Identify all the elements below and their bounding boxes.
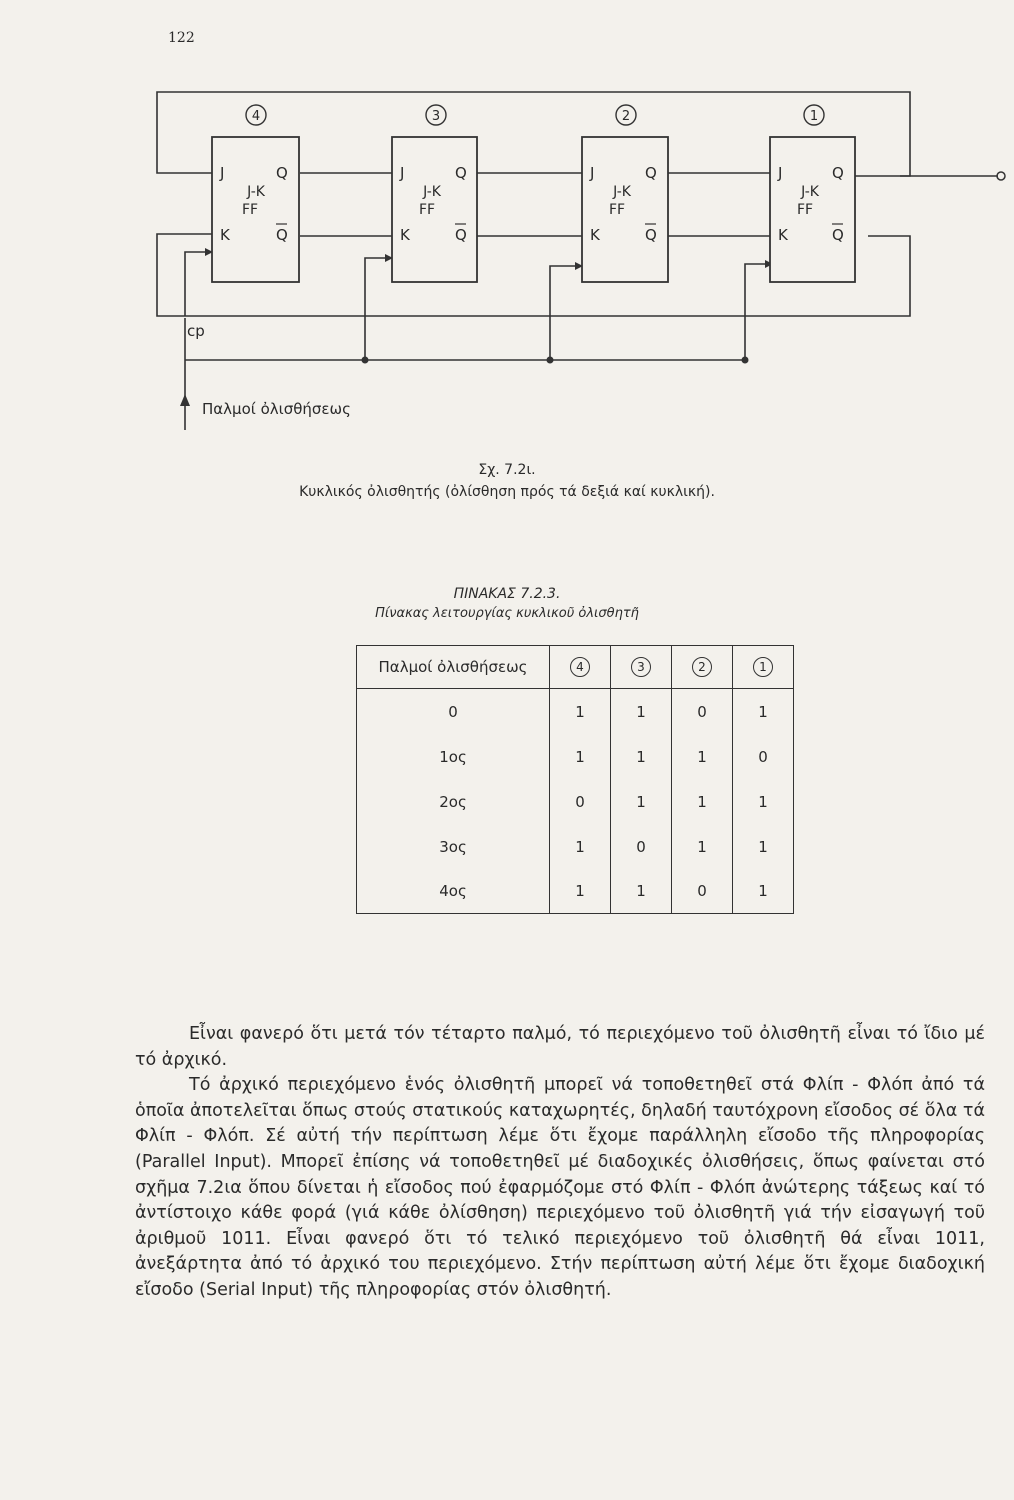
cell-ff1: 1 (733, 824, 794, 869)
cell-ff3: 1 (611, 869, 672, 914)
cell-ff2: 1 (672, 734, 733, 779)
table-row (357, 689, 794, 735)
q-label: Q (276, 164, 288, 182)
table-row (357, 869, 794, 914)
q-label: Q (455, 164, 467, 182)
cell-ff1: 1 (733, 869, 794, 914)
ff-label: FF (608, 202, 626, 218)
flipflop-1 (770, 105, 855, 282)
cell-ff4: 1 (550, 824, 611, 869)
body-text (135, 1022, 985, 1304)
table-row (357, 824, 794, 869)
flipflop-3 (392, 105, 477, 282)
table-title: ΠΙΝΑΚΑΣ 7.2.3. (453, 586, 561, 602)
row-pulse: 0 (357, 689, 550, 735)
cell-ff2: 0 (672, 869, 733, 914)
cell-ff4: 1 (550, 869, 611, 914)
pulse-header: Παλμοί ὀλισθήσεως (357, 646, 550, 689)
table-header (357, 646, 794, 689)
flipflop-number: 4 (251, 109, 261, 124)
table-row (357, 734, 794, 779)
cell-ff1: 0 (733, 734, 794, 779)
type-label: J-K (423, 184, 441, 200)
k-label: K (220, 226, 230, 244)
figure-caption: Κυκλικός ὀλισθητής (ὀλίσθηση πρός τά δεξιά καί κυκλική). (299, 484, 715, 500)
cell-ff1: 1 (733, 689, 794, 735)
cell-ff2: 1 (672, 824, 733, 869)
ff3-header: 3 (611, 646, 672, 689)
row-pulse: 3ος (357, 824, 550, 869)
qbar-label: Q (276, 226, 288, 244)
k-label: K (400, 226, 410, 244)
type-label: J-K (801, 184, 819, 200)
q-label: Q (832, 164, 844, 182)
page-number: 122 (168, 30, 195, 46)
j-label: J (590, 164, 595, 182)
j-label: J (220, 164, 225, 182)
cp-label: cp (187, 322, 205, 340)
ff1-header: 1 (733, 646, 794, 689)
cell-ff3: 1 (611, 779, 672, 824)
ff4-header: 4 (550, 646, 611, 689)
j-label: J (778, 164, 783, 182)
flipflop-2 (582, 105, 668, 282)
qbar-label: Q (645, 226, 657, 244)
flipflop-number: 3 (431, 109, 441, 124)
ff2-header: 2 (672, 646, 733, 689)
cell-ff3: 1 (611, 689, 672, 735)
paragraph-1: Εἶναι φανερό ὅτι μετά τόν τέταρτο παλμό, τό περιεχόμενο τοῦ ὀλισθητῆ εἶναι τό ἴδιο μέ τό ἀρχικό. (135, 1024, 985, 1070)
row-pulse: 2ος (357, 779, 550, 824)
qbar-label: Q (832, 226, 844, 244)
operation-table (356, 645, 794, 914)
flipflop-number: 2 (621, 109, 631, 124)
flipflop-number: 1 (809, 109, 819, 124)
ff-label: FF (418, 202, 436, 218)
k-label: K (590, 226, 600, 244)
table-row (357, 779, 794, 824)
cell-ff3: 1 (611, 734, 672, 779)
paragraph-2: Τό ἀρχικό περιεχόμενο ἑνός ὀλισθητῆ μπορεῖ νά τοποθετηθεῖ στά Φλίπ - Φλόπ ἀπό τά ὁποῖα ἀποτελεῖται ὅπως στούς στατικούς καταχωρητές, δηλαδή ταυτόχρονη εἴσοδος σέ ὅλα τά Φλίπ - Φλόπ. Σέ αὐτή τήν περίπτωση λέμε ὅτι ἔχομε παράλληλη εἴσοδο τῆς πληροφορίας (Parallel Input). Μπορεῖ ἐπίσης νά τοποθετηθεῖ μέ διαδοχικές ὀλισθήσεις, ὅπως φαίνεται στό σχῆμα 7.2ια ὅπου δίνεται ἡ εἴσοδος πού ἐφαρμόζομε στό Φλίπ - Φλόπ ἀνώτερης τάξεως καί τό ἀντίστοιχο κάθε φορά (γιά κάθε ὀλίσθηση) περιεχόμενο τοῦ ὀλισθητῆ γιά τήν εἰσαγωγή τοῦ ἀριθμοῦ 1011. Εἶναι φανερό ὅτι τό τελικό περιεχόμενο τοῦ ὀλισθητῆ θά εἶναι 1011, ἀνεξάρτητα ἀπό τό ἀρχικό του περιεχόμενο. Στήν περίπτωση αὐτή λέμε ὅτι ἔχομε διαδοχική εἴσοδο (Serial Input) τῆς πληροφορίας στόν ὀλισθητή. (135, 1075, 985, 1300)
pulse-label: Παλμοί ὀλισθήσεως (202, 400, 351, 418)
table-subtitle: Πίνακας λειτουργίας κυκλικοῦ ὀλισθητῆ (375, 606, 639, 621)
cell-ff4: 0 (550, 779, 611, 824)
type-label: J-K (247, 184, 265, 200)
cell-ff4: 1 (550, 689, 611, 735)
j-label: J (400, 164, 405, 182)
cell-ff2: 0 (672, 689, 733, 735)
cell-ff2: 1 (672, 779, 733, 824)
row-pulse: 1ος (357, 734, 550, 779)
ff-label: FF (796, 202, 814, 218)
cell-ff4: 1 (550, 734, 611, 779)
qbar-label: Q (455, 226, 467, 244)
shift-register-circuit (0, 0, 1014, 440)
q-label: Q (645, 164, 657, 182)
figure-number: Σχ. 7.2ι. (478, 462, 536, 478)
flipflop-4 (212, 105, 299, 282)
k-label: K (778, 226, 788, 244)
cell-ff1: 1 (733, 779, 794, 824)
type-label: J-K (613, 184, 631, 200)
ff-label: FF (241, 202, 259, 218)
cell-ff3: 0 (611, 824, 672, 869)
row-pulse: 4ος (357, 869, 550, 914)
